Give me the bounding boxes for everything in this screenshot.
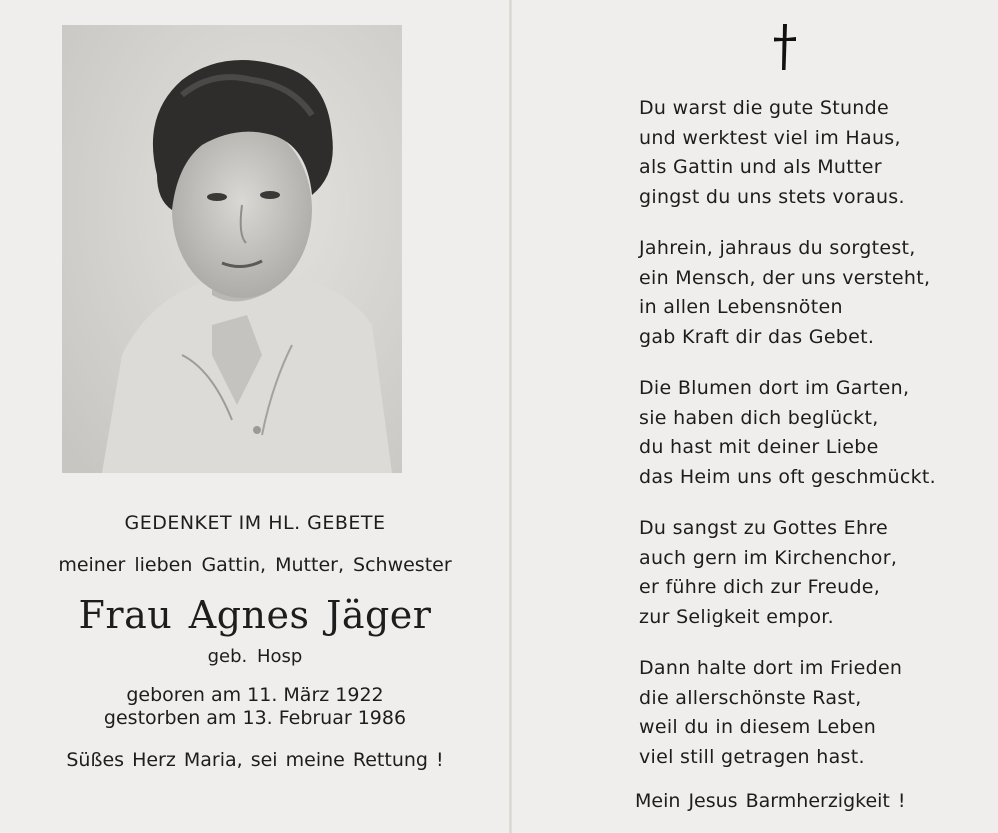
poem-line: und werktest viel im Haus,	[639, 126, 901, 149]
poem-line: als Gattin und als Mutter	[639, 156, 882, 178]
portrait-image	[62, 25, 402, 473]
poem-line: weil du in diesem Leben	[639, 716, 877, 738]
death-date: gestorben am 13. Februar 1986	[103, 707, 407, 729]
relation-line: meiner lieben Gattin, Mutter, Schwester	[58, 554, 452, 576]
poem	[639, 94, 936, 794]
portrait-photo	[62, 25, 402, 473]
poem-line: Jahrein, jahraus du sorgtest,	[639, 237, 916, 259]
poem-stanza	[639, 234, 936, 352]
deceased-name: Frau Agnes Jäger	[78, 593, 432, 637]
poem-stanza	[639, 374, 936, 492]
poem-line: ein Mensch, der uns versteht,	[639, 266, 931, 289]
poem-stanza	[639, 654, 936, 772]
poem-line: gingst du uns stets voraus.	[639, 185, 905, 208]
birth-date: geboren am 11. März 1922	[126, 684, 384, 706]
poem-line: in allen Lebensnöten	[639, 296, 843, 318]
closing-prayer: Mein Jesus Barmherzigkeit !	[635, 790, 906, 812]
poem-line: die allerschönste Rast,	[639, 686, 862, 709]
poem-line: auch gern im Kirchenchor,	[639, 546, 898, 569]
poem-line: viel still getragen hast.	[639, 745, 865, 768]
poem-line: Die Blumen dort im Garten,	[639, 377, 910, 399]
poem-line: er führe dich zur Freude,	[639, 576, 881, 598]
heading: GEDENKET IM HL. GEBETE	[124, 512, 386, 534]
poem-line: zur Seligkeit empor.	[639, 605, 835, 628]
cross-icon	[770, 22, 800, 72]
poem-line: Du sangst zu Gottes Ehre	[639, 517, 889, 539]
poem-stanza	[639, 94, 936, 212]
maiden-name: geb. Hosp	[207, 646, 303, 667]
poem-line: Du warst die gute Stunde	[639, 97, 889, 119]
poem-stanza	[639, 514, 936, 632]
poem-line: sie haben dich beglückt,	[639, 406, 879, 429]
poem-line: Dann halte dort im Frieden	[639, 657, 903, 679]
poem-line: gab Kraft dir das Gebet.	[639, 325, 875, 348]
poem-line: du hast mit deiner Liebe	[639, 436, 879, 458]
prayer-line: Süßes Herz Maria, sei meine Rettung !	[66, 749, 444, 771]
right-panel	[512, 0, 998, 833]
poem-line: das Heim uns oft geschmückt.	[639, 465, 936, 488]
